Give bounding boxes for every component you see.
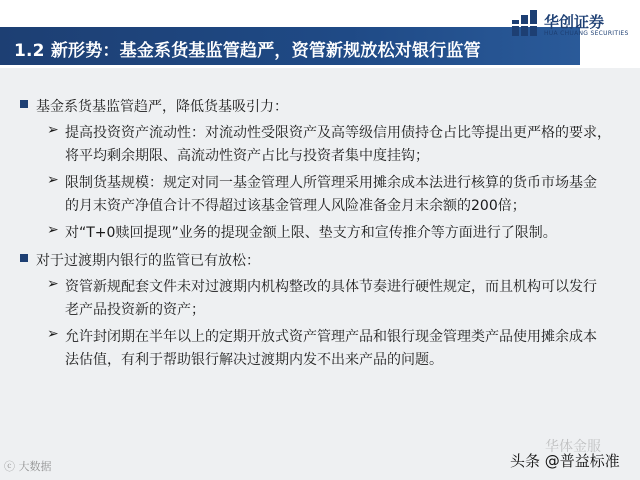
arrow-bullet-icon: ➢ [47,276,59,292]
arrow-bullet-icon: ➢ [47,222,59,238]
bottom-left-watermark: ⓒ 大数据 [4,460,52,473]
watermark-icon: ⓒ [4,460,19,473]
slide-title: 1.2 新形势：基金系货基监管趋严，资管新规放松对银行监管 [14,41,481,61]
slide: 1.2 新形势：基金系货基监管趋严，资管新规放松对银行监管 华创证券 HUA CHUANG SECURITIES 基金系货基监管趋严，降低货基吸引力： ➢ 提高投资资产流动性：对流动性受限资产及高等级信用债持仓占比等提出更严格的要求， 将平均剩余期限、高流动性资产占比与投资者集中度挂钩； ➢ 限制货基规模：规定对同一基金管理人所管理采用摊余成本法进行核算的货币市场基金 的月末资产净值合计不得超过该基金管理人风险准备金月末余额的200倍； ➢ 对“T+0赎回提现”业务的提现金额上限、垫支方和宣传推介等方面进行了限制。 对于过渡期内银行的监管已有放松： ➢ 资管新规配套文件未对过渡期内机构整改的具体节奏进行硬性规定，而且机构可以发行 老产品投资新的资产； ➢ 允许封闭期在半年以上的定期开放式资产管理产品和银行现金管理类产品使用摊余成本 法估值，有利于帮助银行解决过渡期内发不出来产品的问题。 ⓒ 大数据 华体金服 头条 @普益标准 [0,0,640,480]
arrow-bullet-icon: ➢ [47,172,59,188]
bottom-right-watermark: 华体金服 [545,439,601,455]
logo-mark-icon [512,10,538,36]
arrow-bullet-icon: ➢ [47,122,59,138]
arrow-bullet-icon: ➢ [47,326,59,342]
logo-subtitle: HUA CHUANG SECURITIES [544,30,629,37]
square-bullet-icon [20,100,28,108]
logo-name: 华创证券 [544,13,605,31]
company-logo [510,8,635,48]
source-attribution: 头条 @普益标准 [510,452,620,470]
square-bullet-icon [20,254,28,262]
slide-header [0,0,640,68]
